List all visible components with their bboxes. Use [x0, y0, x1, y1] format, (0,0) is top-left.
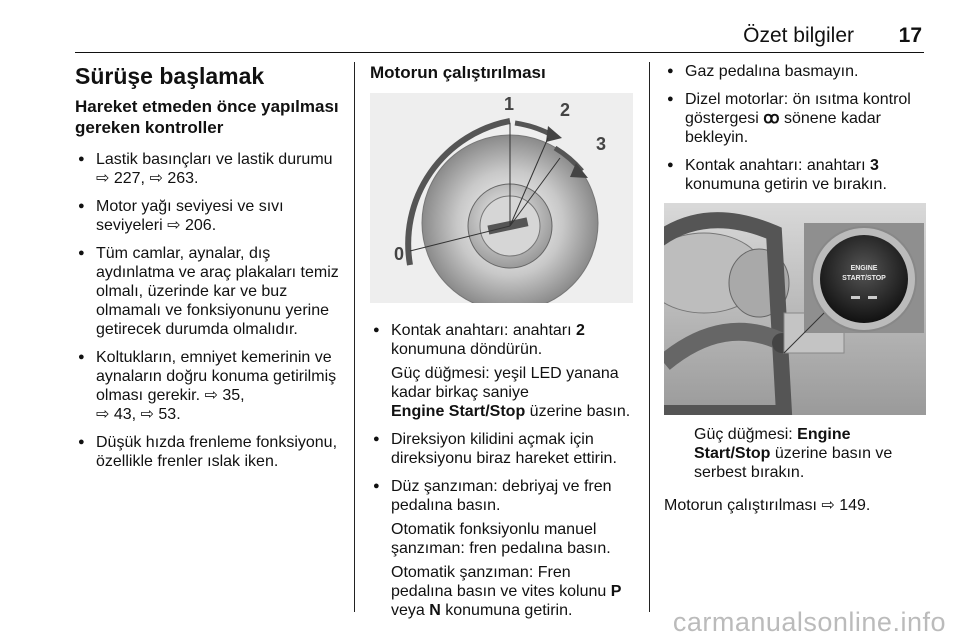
position-label-1: 1 — [504, 94, 515, 114]
dashboard-illustration — [664, 203, 926, 415]
column-2 — [370, 62, 635, 629]
list-item: ● Kontak anahtarı: anahtarı 3 konumuna getirin ve bırakın. — [664, 156, 926, 194]
list-item: ● Düz şanzıman: debriyaj ve fren pedalına basın. Otomatik fonksiyonlu manuel şanzıman: fren pedalına basın. Otomatik şanzıman: Fren pedalına basın ve vites kolunu P veya N konumuna getirin. — [370, 477, 635, 620]
sub-paragraph: Otomatik şanzıman: Fren pedalına basın ve vites kolunu P veya N konumuna getirin. — [391, 564, 622, 619]
column-1 — [75, 62, 340, 480]
watermark: carmanualsonline.info — [672, 607, 946, 637]
page-header — [75, 22, 924, 53]
dashboard-photo-figure — [664, 203, 926, 415]
sub-paragraph: Otomatik fonksiyonlu manuel şanzıman: fren pedalına basın. — [391, 521, 611, 557]
arrow-icon: ⇨ — [204, 387, 218, 404]
list-item: ● Tüm camlar, aynalar, dış aydınlatma ve araç plakaları temiz olmalı, üzerinde kar ve buz olmamalı ve fonksiyonunu yerine getirecek durumda olmalıdır. — [75, 244, 340, 339]
list-item: ● Gaz pedalına basmayın. — [664, 62, 926, 81]
cross-reference: Motorun çalıştırılması ⇨ 149. — [664, 497, 871, 514]
instruction-list — [370, 321, 635, 620]
list-item: ● Düşük hızda frenleme fonksiyonu, özellikle frenler ıslak iken. — [75, 433, 340, 471]
page-ref-link[interactable]: 53. — [158, 406, 181, 423]
list-item: ● Lastik basınçları ve lastik durumu ⇨ 227, ⇨ 263. — [75, 150, 340, 188]
preheat-indicator-icon: ꝏ — [763, 110, 780, 127]
arrow-icon: ⇨ — [140, 406, 154, 423]
engine-button-label-line2: START/STOP — [842, 275, 886, 282]
sub-paragraph: Güç düğmesi: yeşil LED yanana kadar birkaç saniye Engine Start/Stop üzerine basın. — [391, 365, 631, 420]
page-ref-link[interactable]: 35, — [222, 387, 245, 404]
position-label-0: 0 — [394, 244, 405, 264]
column-divider — [649, 62, 650, 612]
page-ref-link[interactable]: 263. — [167, 170, 199, 187]
arrow-icon: ⇨ — [96, 170, 110, 187]
page-ref-link[interactable]: 149. — [839, 497, 871, 514]
arrow-icon: ⇨ — [149, 170, 163, 187]
section-heading: Motorun çalıştırılması — [370, 63, 546, 82]
list-item: ● Direksiyon kilidini açmak için direksiyonu biraz hareket ettirin. — [370, 430, 635, 468]
list-item: ● Kontak anahtarı: anahtarı 2 konumuna döndürün. Güç düğmesi: yeşil LED yanana kadar birkaç saniye Engine Start/Stop üzerine basın. — [370, 321, 635, 421]
arrow-icon: ⇨ — [96, 406, 110, 423]
engine-button-label-line1: ENGINE — [850, 265, 878, 272]
list-item: ● Dizel motorlar: ön ısıtma kontrol göstergesi ꝏ sönene kadar bekleyin. — [664, 90, 926, 147]
page-ref-link[interactable]: 206. — [185, 217, 217, 234]
subsection-heading: Hareket etmeden önce yapılması gereken kontroller — [75, 97, 339, 137]
figure-caption: Güç düğmesi: Engine Start/Stop üzerine basın ve serbest bırakın. — [694, 426, 893, 481]
section-title: Özet bilgiler — [743, 24, 854, 47]
position-label-3: 3 — [596, 134, 607, 154]
ignition-switch-figure — [370, 93, 633, 303]
instruction-list — [664, 62, 926, 194]
ignition-switch-illustration — [370, 93, 633, 303]
page-ref-link[interactable]: 227, — [113, 170, 150, 187]
page-ref-link[interactable]: 43, — [113, 406, 141, 423]
position-label-2: 2 — [560, 100, 571, 120]
list-item: ● Koltukların, emniyet kemerinin ve aynaların doğru konuma getirilmiş olması gerekir. ⇨ 35, ⇨ 43, ⇨ 53. — [75, 348, 340, 424]
arrow-icon: ⇨ — [167, 217, 181, 234]
list-item: ● Motor yağı seviyesi ve sıvı seviyeleri ⇨ 206. — [75, 197, 340, 235]
page-number: 17 — [898, 24, 922, 47]
section-heading: Sürüşe başlamak — [75, 63, 265, 89]
column-divider — [354, 62, 355, 612]
checklist — [75, 150, 340, 471]
column-3 — [664, 62, 926, 515]
arrow-icon: ⇨ — [821, 497, 835, 514]
